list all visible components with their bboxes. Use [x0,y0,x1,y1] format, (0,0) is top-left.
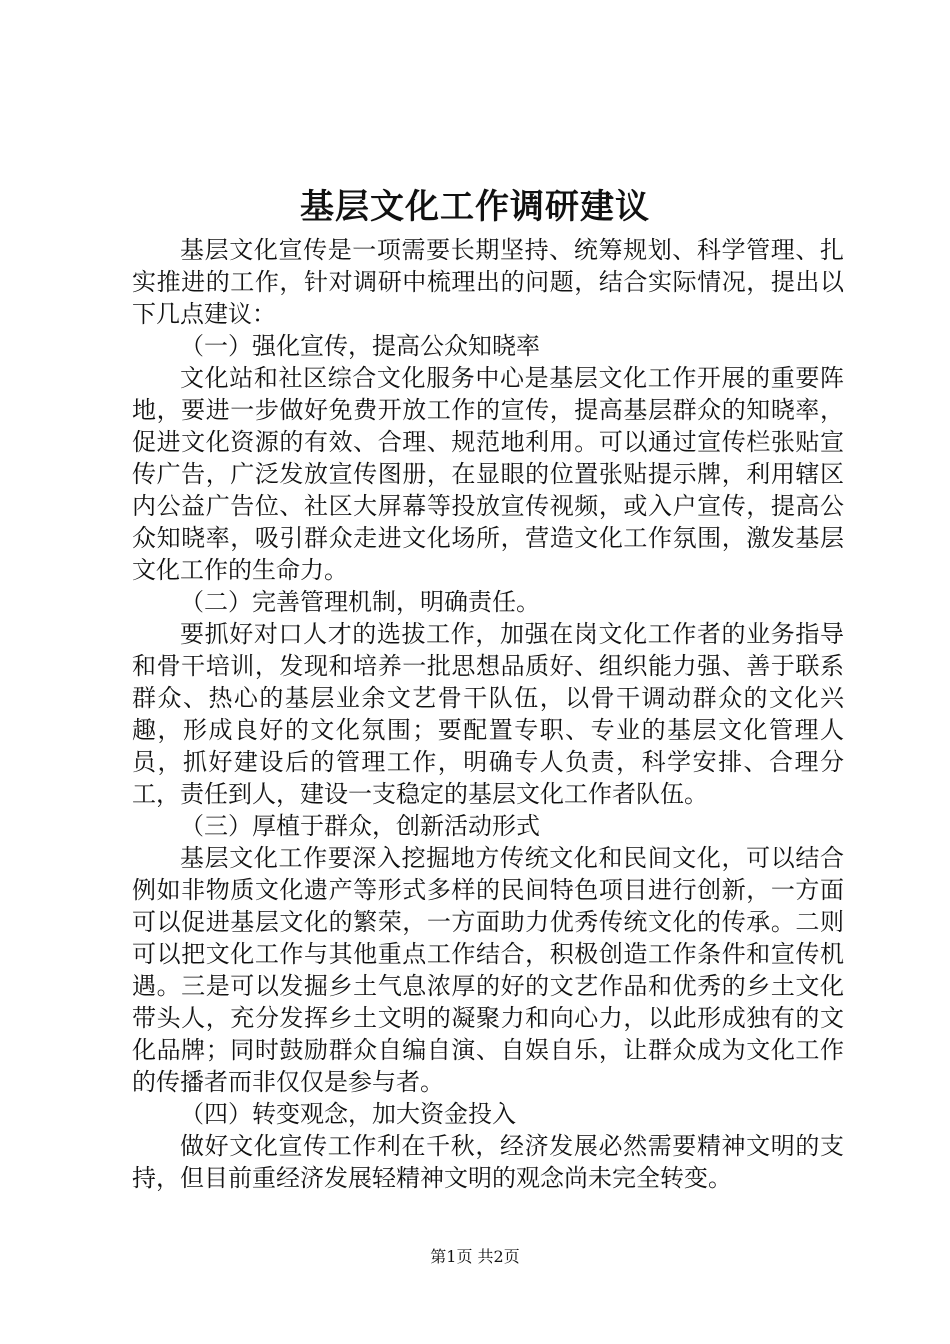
section-paragraph-4: 做好文化宣传工作利在千秋，经济发展必然需要精神文明的支持，但目前重经济发展轻精神文明的观念尚未完全转变。 [132,1132,844,1192]
document-title: 基层文化工作调研建议 [300,187,650,227]
section-heading-3: （三）厚植于群众，创新活动形式 [180,812,540,840]
section-paragraph-1: 文化站和社区综合文化服务中心是基层文化工作开展的重要阵地，要进一步做好免费开放工作的宣传，提高基层群众的知晓率，促进文化资源的有效、合理、规范地利用。可以通过宣传栏张贴宣传广告，广泛发放宣传图册，在显眼的位置张贴提示牌，利用辖区内公益广告位、社区大屏幕等投放宣传视频，或入户宣传，提高公众知晓率，吸引群众走进文化场所，营造文化工作氛围，激发基层文化工作的生命力。 [132,364,844,584]
section-paragraph-2: 要抓好对口人才的选拔工作，加强在岗文化工作者的业务指导和骨干培训，发现和培养一批思想品质好、组织能力强、善于联系群众、热心的基层业余文艺骨干队伍，以骨干调动群众的文化兴趣，形成良好的文化氛围；要配置专职、专业的基层文化管理人员，抓好建设后的管理工作，明确专人负责，科学安排、合理分工，责任到人，建设一支稳定的基层文化工作者队伍。 [132,620,844,808]
section-heading-4: （四）转变观念，加大资金投入 [180,1100,516,1128]
section-heading-2: （二）完善管理机制，明确责任。 [180,588,540,616]
page-number-footer: 第1页 共2页 [430,1247,520,1266]
document-body [132,234,844,1194]
section-heading-1: （一）强化宣传，提高公众知晓率 [180,332,540,360]
intro-paragraph: 基层文化宣传是一项需要长期坚持、统筹规划、科学管理、扎实推进的工作，针对调研中梳理出的问题，结合实际情况，提出以下几点建议： [132,236,844,328]
section-paragraph-3: 基层文化工作要深入挖掘地方传统文化和民间文化，可以结合例如非物质文化遗产等形式多样的民间特色项目进行创新，一方面可以促进基层文化的繁荣，一方面助力优秀传统文化的传承。二则可以把文化工作与其他重点工作结合，积极创造工作条件和宣传机遇。三是可以发掘乡土气息浓厚的好的文艺作品和优秀的乡土文化带头人，充分发挥乡土文明的凝聚力和向心力，以此形成独有的文化品牌；同时鼓励群众自编自演、自娱自乐，让群众成为文化工作的传播者而非仅仅是参与者。 [132,844,844,1096]
